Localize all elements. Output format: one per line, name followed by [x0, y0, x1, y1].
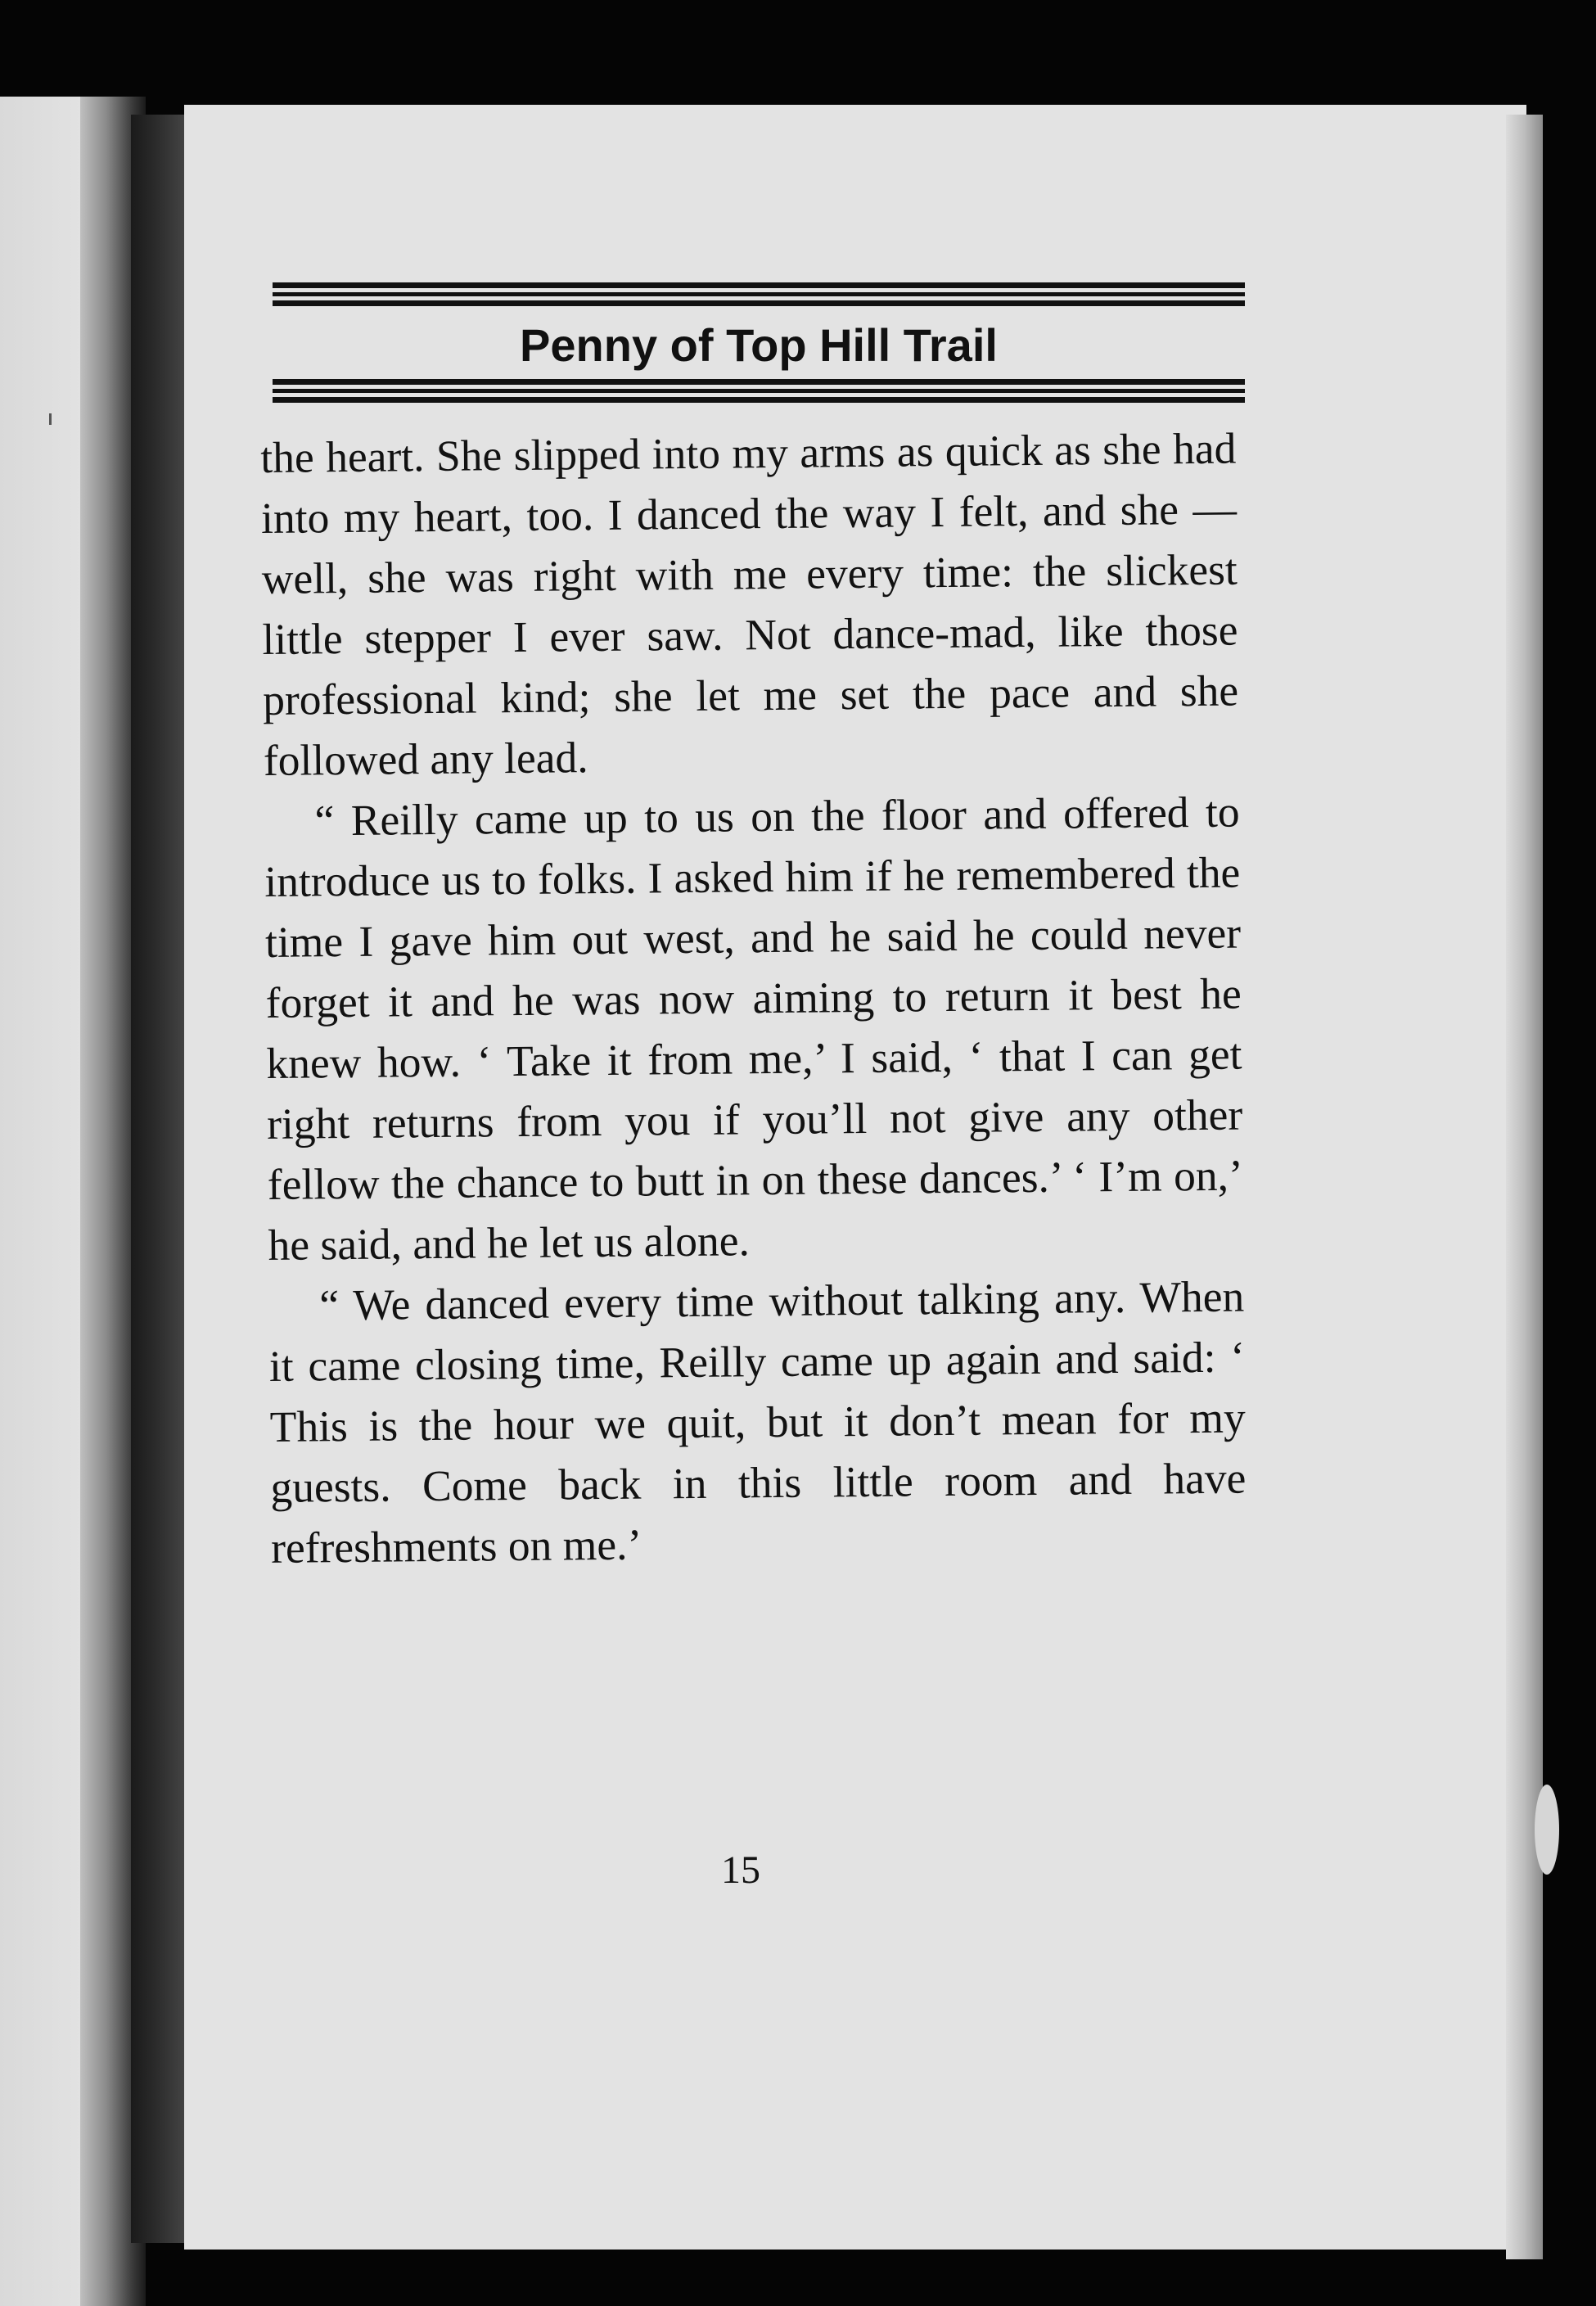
- paragraph: the heart. She slipped into my arms as quick as she had into my heart, too. I danced the way I felt, and she — well, she was right with me every time: the slickest little stepper I ever saw. Not dance-mad, like those professional kind; she let me set the pace and she followed any lead.: [260, 423, 1239, 785]
- paragraph: “ We danced every time without talking any. When it came closing time, Reilly came up again and said: ‘ This is the hour we quit, but it don’t mean for my guests. Come back in this little room and have refreshments on me.’: [268, 1271, 1247, 1573]
- running-header-title: Penny of Top Hill Trail: [520, 319, 998, 371]
- page-number: 15: [721, 1848, 760, 1892]
- paragraph: “ Reilly came up to us on the floor and offered to introduce us to folks. I asked him if he remembered the time I gave him out west, and he said he could never forget it and he was now aiming to return it best he knew how. ‘ Take it from me,’ I said, ‘ that I can get right returns from you if you’ll not give any other fellow the chance to butt in on these dances.’ ‘ I’m on,’ he said, and he let us alone.: [264, 787, 1244, 1270]
- book-gutter: [131, 115, 192, 2243]
- body-text: [260, 418, 1247, 1578]
- facing-page-mark: [49, 413, 52, 425]
- header-rule-bottom: [273, 379, 1245, 412]
- page-edge-tab: [1535, 1785, 1559, 1875]
- page-right-edge: [1506, 115, 1543, 2259]
